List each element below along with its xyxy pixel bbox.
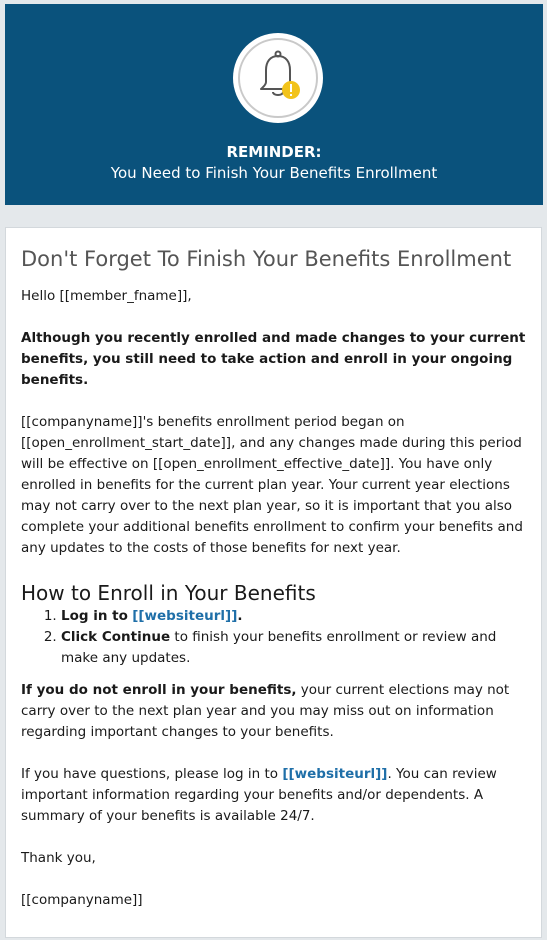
questions-paragraph: If you have questions, please log in to [[websiteurl]]. You can review important information regarding your benefits and/or dependents. A summary of your benefits is available 24/7.	[21, 766, 497, 824]
website-link[interactable]: [[websiteurl]]	[282, 766, 388, 782]
bold-intro: Although you recently enrolled and made changes to your current benefits, you still need to take action and enroll in your ongoing benefits.	[21, 330, 526, 388]
email-body-card	[5, 227, 542, 938]
signature: [[companyname]]	[21, 892, 143, 908]
warning-paragraph: If you do not enroll in your benefits, your current elections may not carry over to the next plan year and you may miss out on information regarding important changes to your benefits.	[21, 682, 510, 740]
steps-list	[21, 606, 533, 669]
bell-alert-icon	[238, 38, 318, 118]
icon-circle	[233, 33, 323, 123]
step-item-login: 1. Log in to [[websiteurl]].	[61, 606, 533, 627]
email-content	[21, 244, 533, 932]
email-title: Don't Forget To Finish Your Benefits Enrollment	[21, 247, 512, 271]
greeting: Hello [[member_fname]],	[21, 288, 192, 304]
header-subtitle: You Need to Finish Your Benefits Enrollment	[110, 164, 438, 182]
email-header-banner	[5, 4, 543, 205]
thanks-line: Thank you,	[21, 850, 96, 866]
howto-heading: How to Enroll in Your Benefits	[21, 581, 316, 605]
header-reminder-label: REMINDER:	[226, 143, 322, 161]
enrollment-paragraph: [[companyname]]'s benefits enrollment period began on [[open_enrollment_start_date]], and any changes made during this period will be effective on [[open_enrollment_effective_date]]. You have only enrolled in benefits for the current plan year. Your current year elections may not carry over to the next plan year, so it is important that you also complete your additional benefits enrollment to confirm your benefits and any updates to the costs of those benefits for next year.	[21, 414, 523, 556]
step-item-continue: 2. Click Continue to finish your benefits enrollment or review and make any updates.	[61, 627, 533, 669]
website-link[interactable]: [[websiteurl]]	[132, 608, 238, 624]
